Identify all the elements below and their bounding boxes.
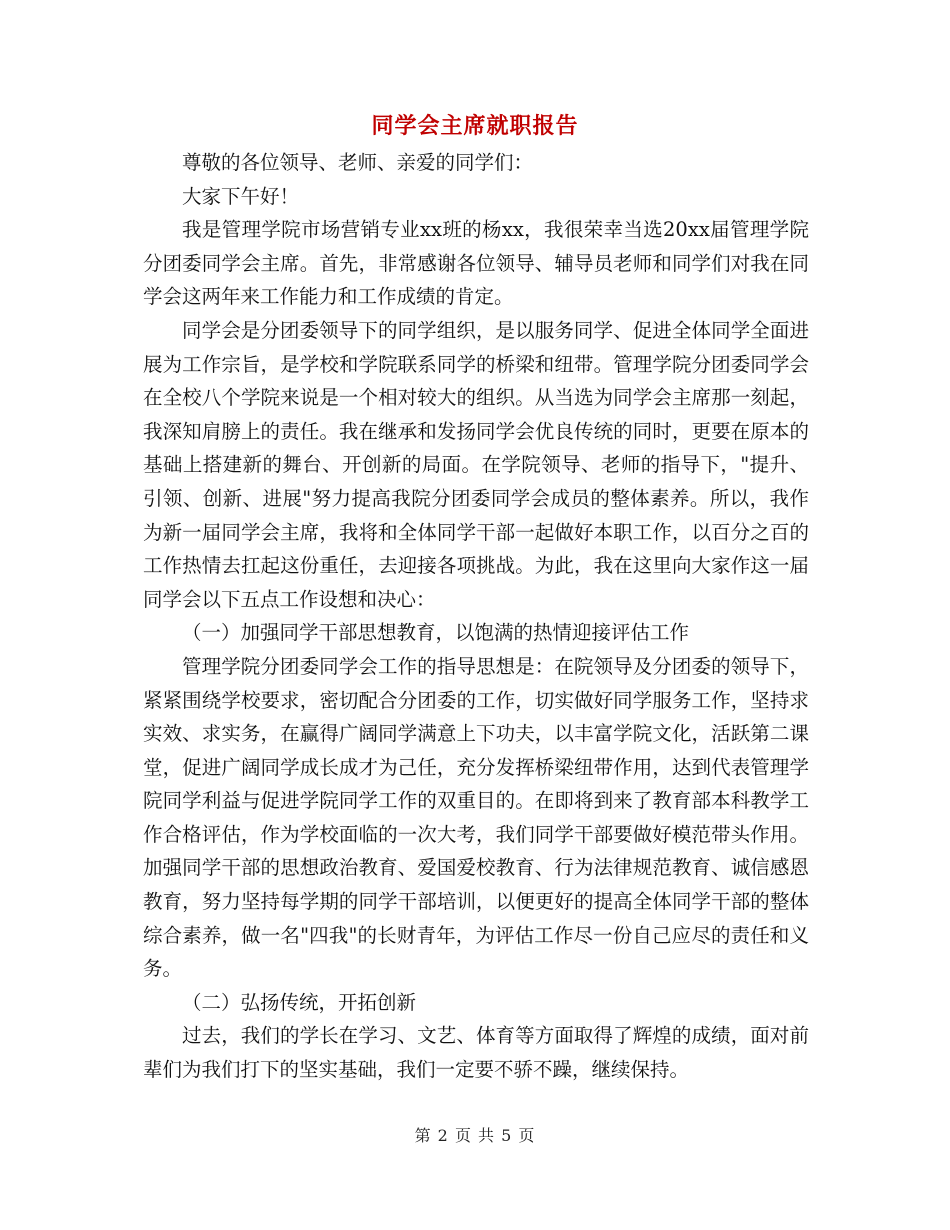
page-number-footer: 第 2 页 共 5 页	[414, 1126, 536, 1145]
greeting: 大家下午好！	[182, 184, 300, 208]
paragraph-organization: 同学会是分团委领导下的同学组织，是以服务同学、促进全体同学全面进展为工作宗旨，是学校和学院联系同学的桥梁和纽带。管理学院分团委同学会在全校八个学院来说是一个相对较大的组织。从当选为同学会主席那一刻起，我深知肩膀上的责任。我在继承和发扬同学会优良传统的同时，更要在原本的基础上搭建新的舞台、开创新的局面。在学院领导、老师的指导下，"提升、引领、创新、进展"努力提高我院分团委同学会成员的整体素养。所以，我作为新一届同学会主席，我将和全体同学干部一起做好本职工作，以百分之百的工作热情去扛起这份重任，去迎接各项挑战。为此，我在这里向大家作这一届同学会以下五点工作设想和决心：	[143, 318, 809, 611]
document-title: 同学会主席就职报告	[371, 113, 579, 139]
section-heading-1: （一）加强同学干部思想教育，以饱满的热情迎接评估工作	[182, 621, 690, 645]
paragraph-section-2: 过去，我们的学长在学习、文艺、体育等方面取得了辉煌的成绩，面对前辈们为我们打下的坚实基础，我们一定要不骄不躁，继续保持。	[143, 1024, 809, 1082]
document-body	[143, 146, 809, 1087]
paragraph-section-1: 管理学院分团委同学会工作的指导思想是：在院领导及分团委的领导下，紧紧围绕学校要求，密切配合分团委的工作，切实做好同学服务工作，坚持求实效、求实务，在赢得广阔同学满意上下功夫，以丰富学院文化，活跃第二课堂，促进广阔同学成长成才为己任，充分发挥桥梁纽带作用，达到代表管理学院同学利益与促进学院同学工作的双重目的。在即将到来了教育部本科教学工作合格评估，作为学校面临的一次大考，我们同学干部要做好模范带头作用。加强同学干部的思想政治教育、爱国爱校教育、行为法律规范教育、诚信感恩教育，努力坚持每学期的同学干部培训，以便更好的提高全体同学干部的整体综合素养，做一名"四我"的长财青年，为评估工作尽一份自己应尽的责任和义务。	[143, 654, 809, 981]
section-heading-2: （二）弘扬传统，开拓创新	[182, 990, 417, 1014]
salutation: 尊敬的各位领导、老师、亲爱的同学们：	[182, 151, 534, 174]
paragraph-intro: 我是管理学院市场营销专业xx班的杨xx，我很荣幸当选20xx届管理学院分团委同学会主席。首先，非常感谢各位领导、辅导员老师和同学们对我在同学会这两年来工作能力和工作成绩的肯定。	[143, 218, 809, 309]
